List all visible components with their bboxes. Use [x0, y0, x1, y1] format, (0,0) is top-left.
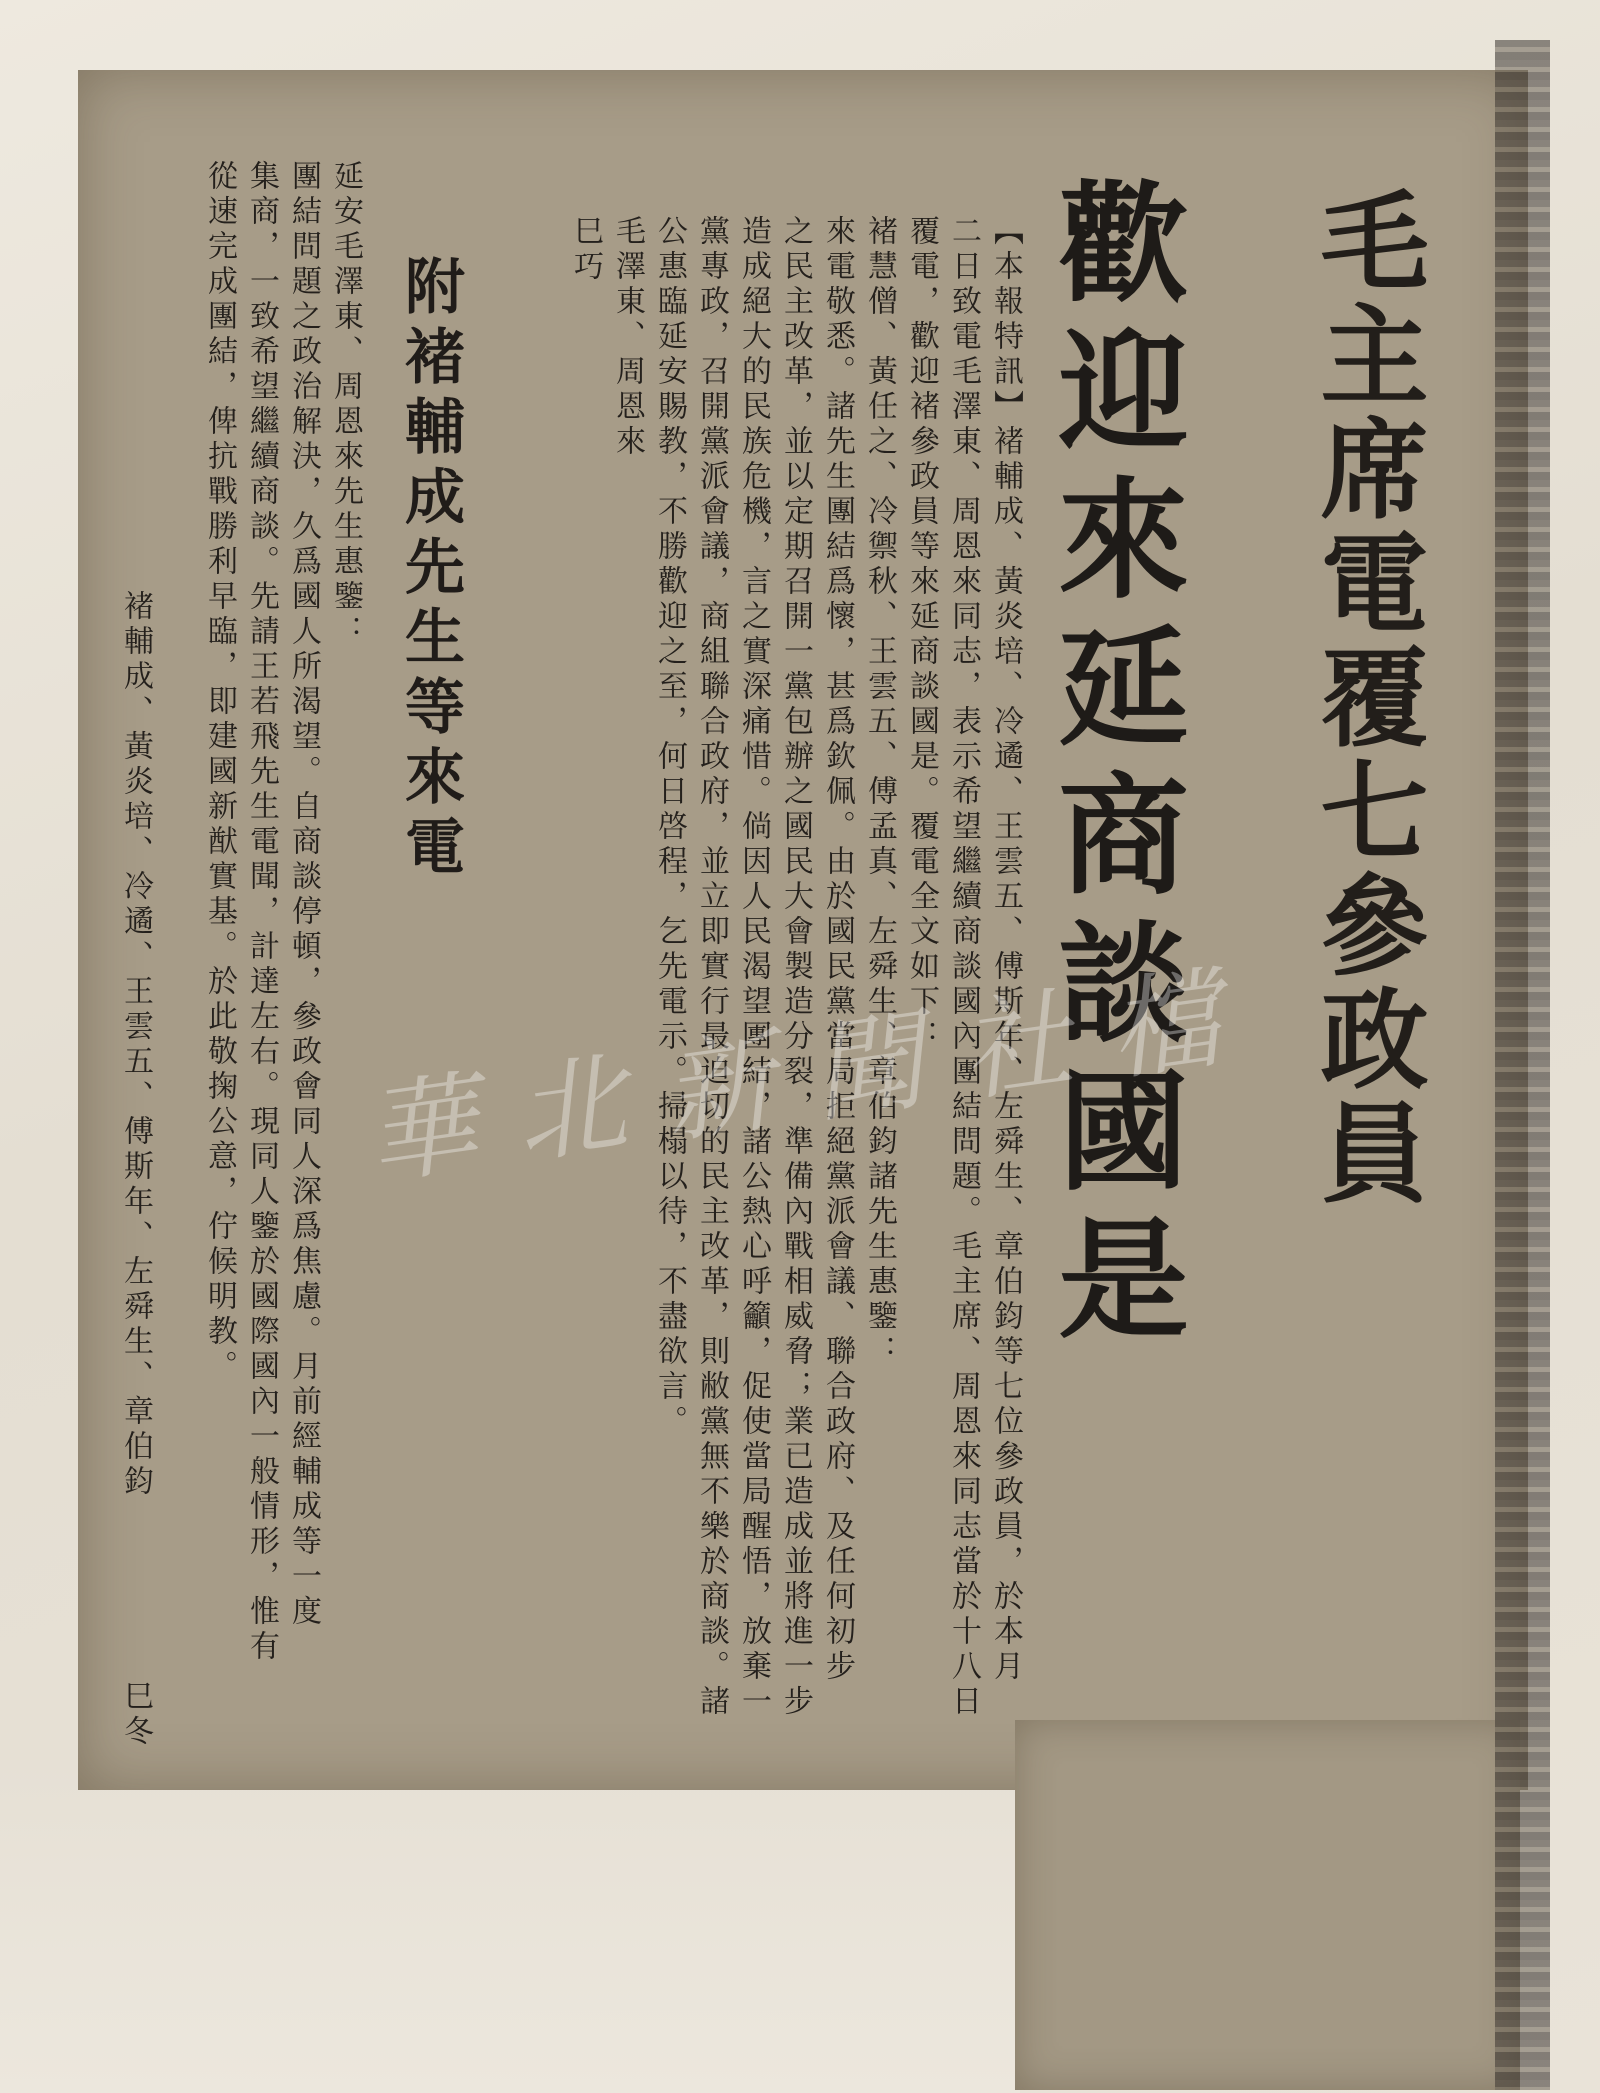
article-column: 黨專政，召開黨派會議，商組聯合政府，並立即實行最迫切的民主改革，則敝黨無不樂於商談。諸	[694, 215, 729, 1720]
article-column: 之民主改革，並以定期召開一黨包辦之國民大會製造分裂，準備內戰相威脅；業已造成並將進一步	[778, 215, 813, 1720]
appendix-signature: 褚輔成、黃炎培、冷遹、王雲五、傅斯年、左舜生、章伯鈞	[118, 590, 153, 1500]
appendix-column: 從速完成團結，俾抗戰勝利早臨，即建國新猷實基。於此敬掬公意，佇候明教。	[202, 160, 237, 1385]
appendix-column: 團結問題之政治解決，久爲國人所渴望。自商談停頓，參政會同人深爲焦慮。月前經輔成等一度	[286, 160, 321, 1630]
article-column: 來電敬悉。諸先生團結爲懷，甚爲欽佩。由於國民黨當局拒絕黨派會議、聯合政府、及任何初步	[820, 215, 855, 1685]
headline-sub: 毛主席電覆七參政員	[1302, 185, 1427, 1211]
article-column: 公惠臨延安賜教，不勝歡迎之至，何日啓程，乞先電示。掃榻以待，不盡欲言。	[652, 215, 687, 1440]
appendix-column: 集商，一致希望繼續商談。先請王若飛先生電聞，計達左右。現同人鑒於國際國內一般情形，惟有	[244, 160, 279, 1665]
appendix-date: 巳冬	[118, 1680, 153, 1750]
article-column: 覆電，歡迎褚參政員等來延商談國是。覆電全文如下：	[904, 215, 939, 1055]
article-column: 造成絕大的民族危機，言之實深痛惜。倘因人民渴望團結，諸公熱心呼籲，促使當局醒悟，放棄一	[736, 215, 771, 1720]
article-column: 褚慧僧、黃任之、冷禦秋、王雲五、傅孟真、左舜生、章伯鈞諸先生惠鑒：	[862, 215, 897, 1370]
tissue-backing	[0, 1760, 1020, 2093]
archive-watermark: 華北新聞社檔	[358, 948, 1268, 1201]
article-column: 【本報特訊】褚輔成、黃炎培、冷遹、王雲五、傅斯年、左舜生、章伯鈞等七位參政員，於本月	[988, 215, 1023, 1685]
appendix-title: 附褚輔成先生等來電	[395, 255, 465, 885]
headline-main: 歡迎來延商談國是	[1037, 175, 1189, 1359]
article-date: 巳巧	[568, 215, 603, 285]
appendix-column: 延安毛澤東、周恩來先生惠鑒：	[328, 160, 363, 650]
article-signature: 毛澤東、周恩來	[610, 215, 645, 460]
newspaper-clipping-tail	[1015, 1720, 1520, 2090]
torn-edge	[1495, 40, 1550, 2090]
article-column: 二日致電毛澤東、周恩來同志，表示希望繼續商談國內團結問題。毛主席、周恩來同志當於十八日	[946, 215, 981, 1720]
appendix-body	[120, 160, 363, 1720]
